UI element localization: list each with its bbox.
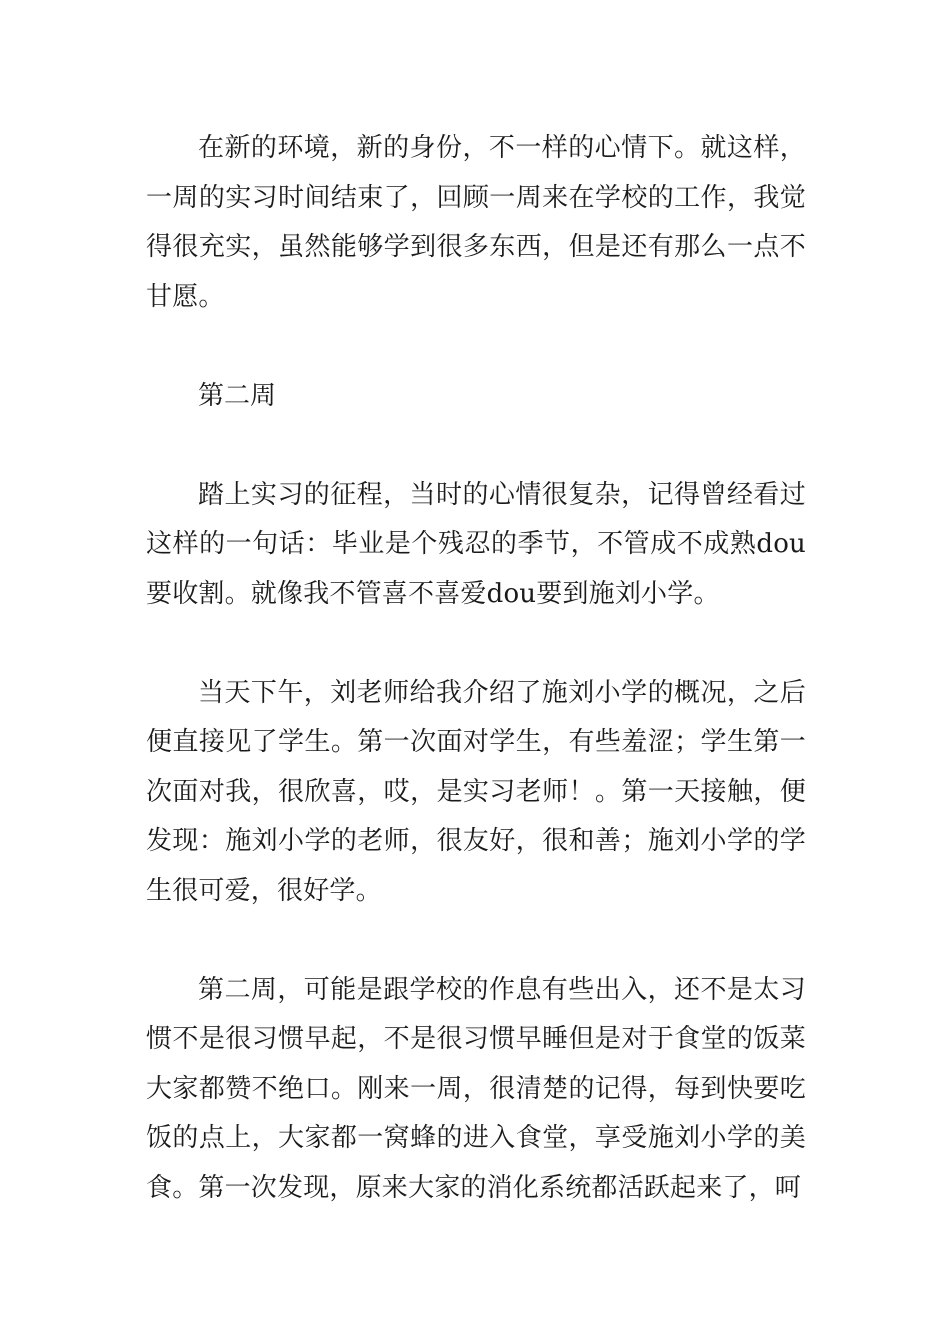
paragraph-journey: 踏上实习的征程，当时的心情很复杂，记得曾经看过这样的一句话：毕业是个残忍的季节，不管成不成熟dou要收割。就像我不管喜不喜爱dou要到施刘小学。	[146, 479, 806, 609]
document-body	[146, 124, 806, 1263]
paragraph-first-afternoon: 当天下午，刘老师给我介绍了施刘小学的概况，之后便直接见了学生。第一次面对学生，有些羞涩；学生第一次面对我，很欣喜，哎，是实习老师！。第一天接触，便发现：施刘小学的老师，很友好，很和善；施刘小学的学生很可爱，很好学。	[146, 677, 806, 906]
paragraph-second-week: 第二周，可能是跟学校的作息有些出入，还不是太习惯不是很习惯早起，不是很习惯早睡但是对于食堂的饭菜大家都赞不绝口。刚来一周，很清楚的记得，每到快要吃饭的点上，大家都一窝蜂的进入食堂，享受施刘小学的美食。第一次发现，原来大家的消化系统都活跃起来了，呵	[146, 974, 806, 1203]
paragraph-reflection: 在新的环境，新的身份，不一样的心情下。就这样，一周的实习时间结束了，回顾一周来在学校的工作，我觉得很充实，虽然能够学到很多东西，但是还有那么一点不甘愿。	[146, 133, 806, 312]
section-heading-week-two: 第二周	[198, 380, 277, 411]
